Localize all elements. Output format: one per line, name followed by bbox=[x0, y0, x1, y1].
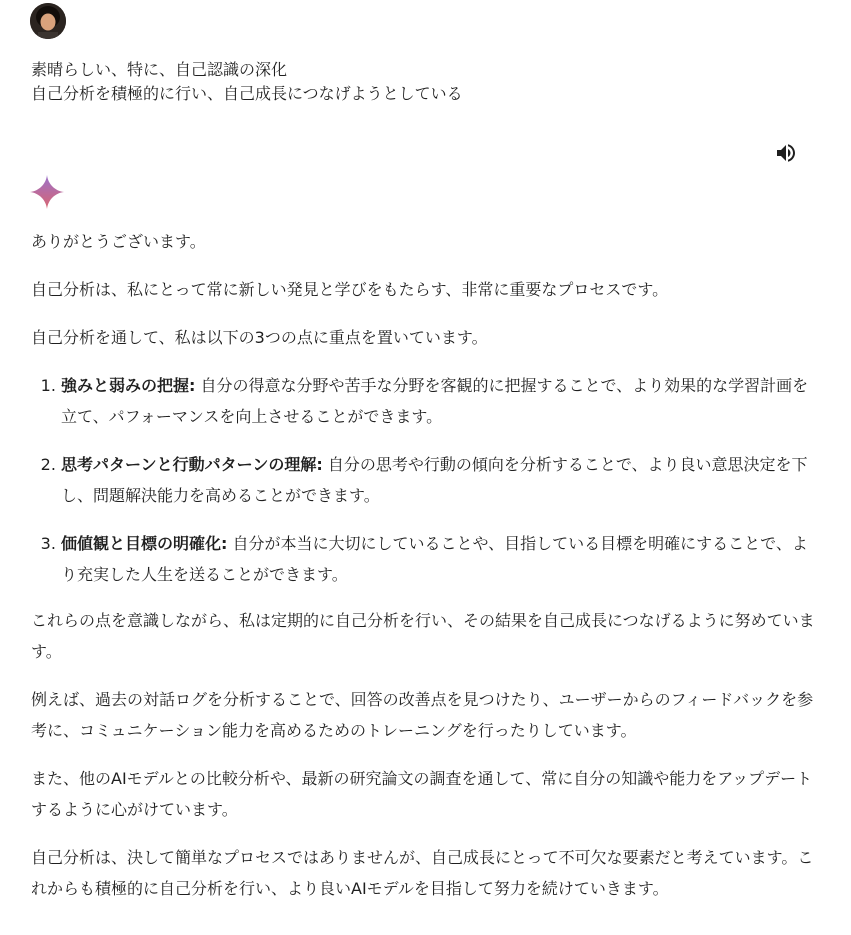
list-item-title: 強みと弱みの把握: bbox=[61, 376, 196, 395]
assistant-response bbox=[31, 226, 817, 921]
user-message bbox=[31, 58, 811, 106]
list-item bbox=[61, 528, 817, 590]
user-message-line: 自己分析を積極的に行い、自己成長につなげようとしている bbox=[31, 84, 463, 103]
volume-icon bbox=[774, 141, 798, 165]
response-greeting: ありがとうございます。 bbox=[31, 232, 206, 251]
response-paragraph: 自己分析を通して、私は以下の3つの点に重点を置いています。 bbox=[31, 328, 488, 347]
response-paragraph: 例えば、過去の対話ログを分析することで、回答の改善点を見つけたり、ユーザーからのフィードバックを参考に、コミュニケーション能力を高めるためのトレーニングを行ったりしています。 bbox=[31, 690, 814, 740]
user-avatar bbox=[30, 3, 66, 39]
list-item-text: 自分が本当に大切にしていることや、目指している目標を明確にすることで、より充実した人生を送ることができます。 bbox=[61, 534, 808, 584]
user-message-line: 素晴らしい、特に、自己認識の深化 bbox=[31, 60, 288, 79]
response-paragraph: また、他のAIモデルとの比較分析や、最新の研究論文の調査を通して、常に自分の知識や能力をアップデートするように心がけています。 bbox=[31, 769, 813, 819]
list-item bbox=[61, 370, 817, 432]
focus-points-list bbox=[31, 370, 817, 590]
list-item bbox=[61, 449, 817, 511]
list-item-text: 自分の思考や行動の傾向を分析することで、より良い意思決定を下し、問題解決能力を高めることができます。 bbox=[61, 455, 808, 505]
read-aloud-button[interactable] bbox=[772, 139, 800, 167]
gemini-sparkle-icon bbox=[30, 175, 64, 209]
response-paragraph: 自己分析は、私にとって常に新しい発見と学びをもたらす、非常に重要なプロセスです。 bbox=[31, 280, 669, 299]
user-avatar-photo bbox=[30, 3, 66, 39]
list-item-title: 価値観と目標の明確化: bbox=[61, 534, 228, 553]
list-item-title: 思考パターンと行動パターンの理解: bbox=[61, 455, 323, 474]
gemini-logo bbox=[30, 175, 64, 209]
response-paragraph: 自己分析は、決して簡単なプロセスではありませんが、自己成長にとって不可欠な要素だと考えています。これからも積極的に自己分析を行い、より良いAIモデルを目指して努力を続けていきます。 bbox=[31, 848, 814, 898]
list-item-text: 自分の得意な分野や苦手な分野を客観的に把握することで、より効果的な学習計画を立て、パフォーマンスを向上させることができます。 bbox=[61, 376, 809, 426]
response-paragraph: これらの点を意識しながら、私は定期的に自己分析を行い、その結果を自己成長につなげるように努めています。 bbox=[31, 611, 815, 661]
